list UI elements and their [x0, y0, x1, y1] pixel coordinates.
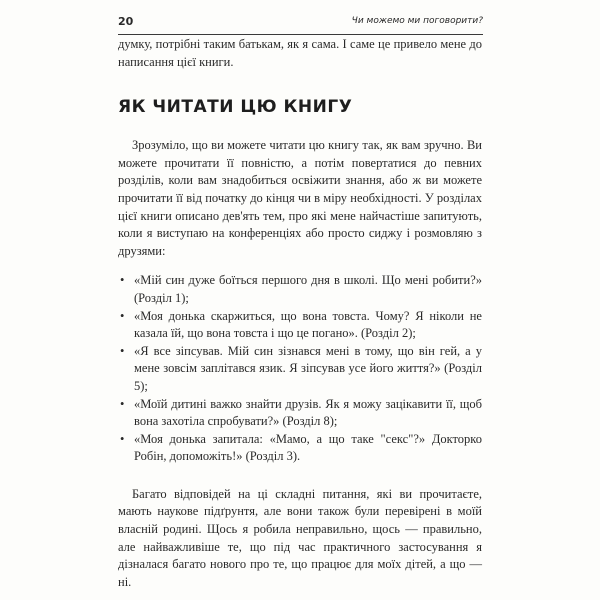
- question-list: [118, 272, 482, 466]
- list-item: [118, 431, 482, 466]
- page-body: [118, 36, 482, 591]
- list-item: [118, 272, 482, 307]
- bullet-icon: •: [120, 308, 125, 323]
- bullet-icon: •: [120, 273, 125, 288]
- list-item: [118, 343, 482, 396]
- paragraph-1: Зрозуміло, що ви можете читати цю книгу так, як вам зручно. Ви можете прочитати її повністю, а потім повертатися до певних розділів, коли вам знадобиться освіжити знання, або ж ви можете прочитати її від початку до кінця чи в міру необхідності. У розділах цієї книги описано дев'ять тем, про які мене найчастіше запитують, коли я виступаю на конференціях або просто сиджу і розмовляю з друзями:: [118, 138, 482, 258]
- bullet-icon: •: [120, 343, 125, 358]
- list-item: [118, 396, 482, 431]
- list-item-text: «Мій син дуже боїться першого дня в школі. Що мені робити?» (Розділ 1);: [134, 273, 482, 305]
- list-item: [118, 308, 482, 343]
- list-item-text: «Моя донька скаржиться, що вона товста. Чому? Я ніколи не казала їй, що вона товста і що це погано». (Розділ 2);: [134, 308, 482, 341]
- section-title: ЯК ЧИТАТИ ЦЮ КНИГУ: [118, 97, 353, 118]
- page-header: [118, 12, 483, 35]
- list-item-text: «Моя донька запитала: «Мамо, а що таке "секс"?» Докторко Робін, допоможіть!» (Розділ 3).: [134, 431, 482, 464]
- bullet-icon: •: [120, 431, 125, 446]
- bullet-icon: •: [120, 396, 125, 411]
- intro-paragraph: думку, потрібні таким батькам, як я сама. І саме це привело мене до написання цієї книги.: [118, 37, 482, 69]
- running-title: Чи можемо ми поговорити?: [351, 16, 483, 26]
- page-number: 20: [118, 15, 134, 28]
- list-item-text: «Моїй дитині важко знайти друзів. Як я можу зацікавити її, щоб вона захотіла спробувати?» (Розділ 8);: [134, 396, 482, 429]
- paragraph-2: Багато відповідей на ці складні питання, які ви прочитаєте, мають наукове підґрунтя, але вони також були перевірені в моїй власній родині. Щось я робила неправильно, щось — правильно, але найважливіше те, що під час практичного застосування я дізналася багато нового про те, що працює для моїх дітей, а що — ні.: [118, 486, 482, 589]
- list-item-text: «Я все зіпсував. Мій син зізнався мені в тому, що він гей, а у мене зовсім заплітався язик. Я зіпсував усе його життя?» (Розділ 5);: [134, 343, 482, 393]
